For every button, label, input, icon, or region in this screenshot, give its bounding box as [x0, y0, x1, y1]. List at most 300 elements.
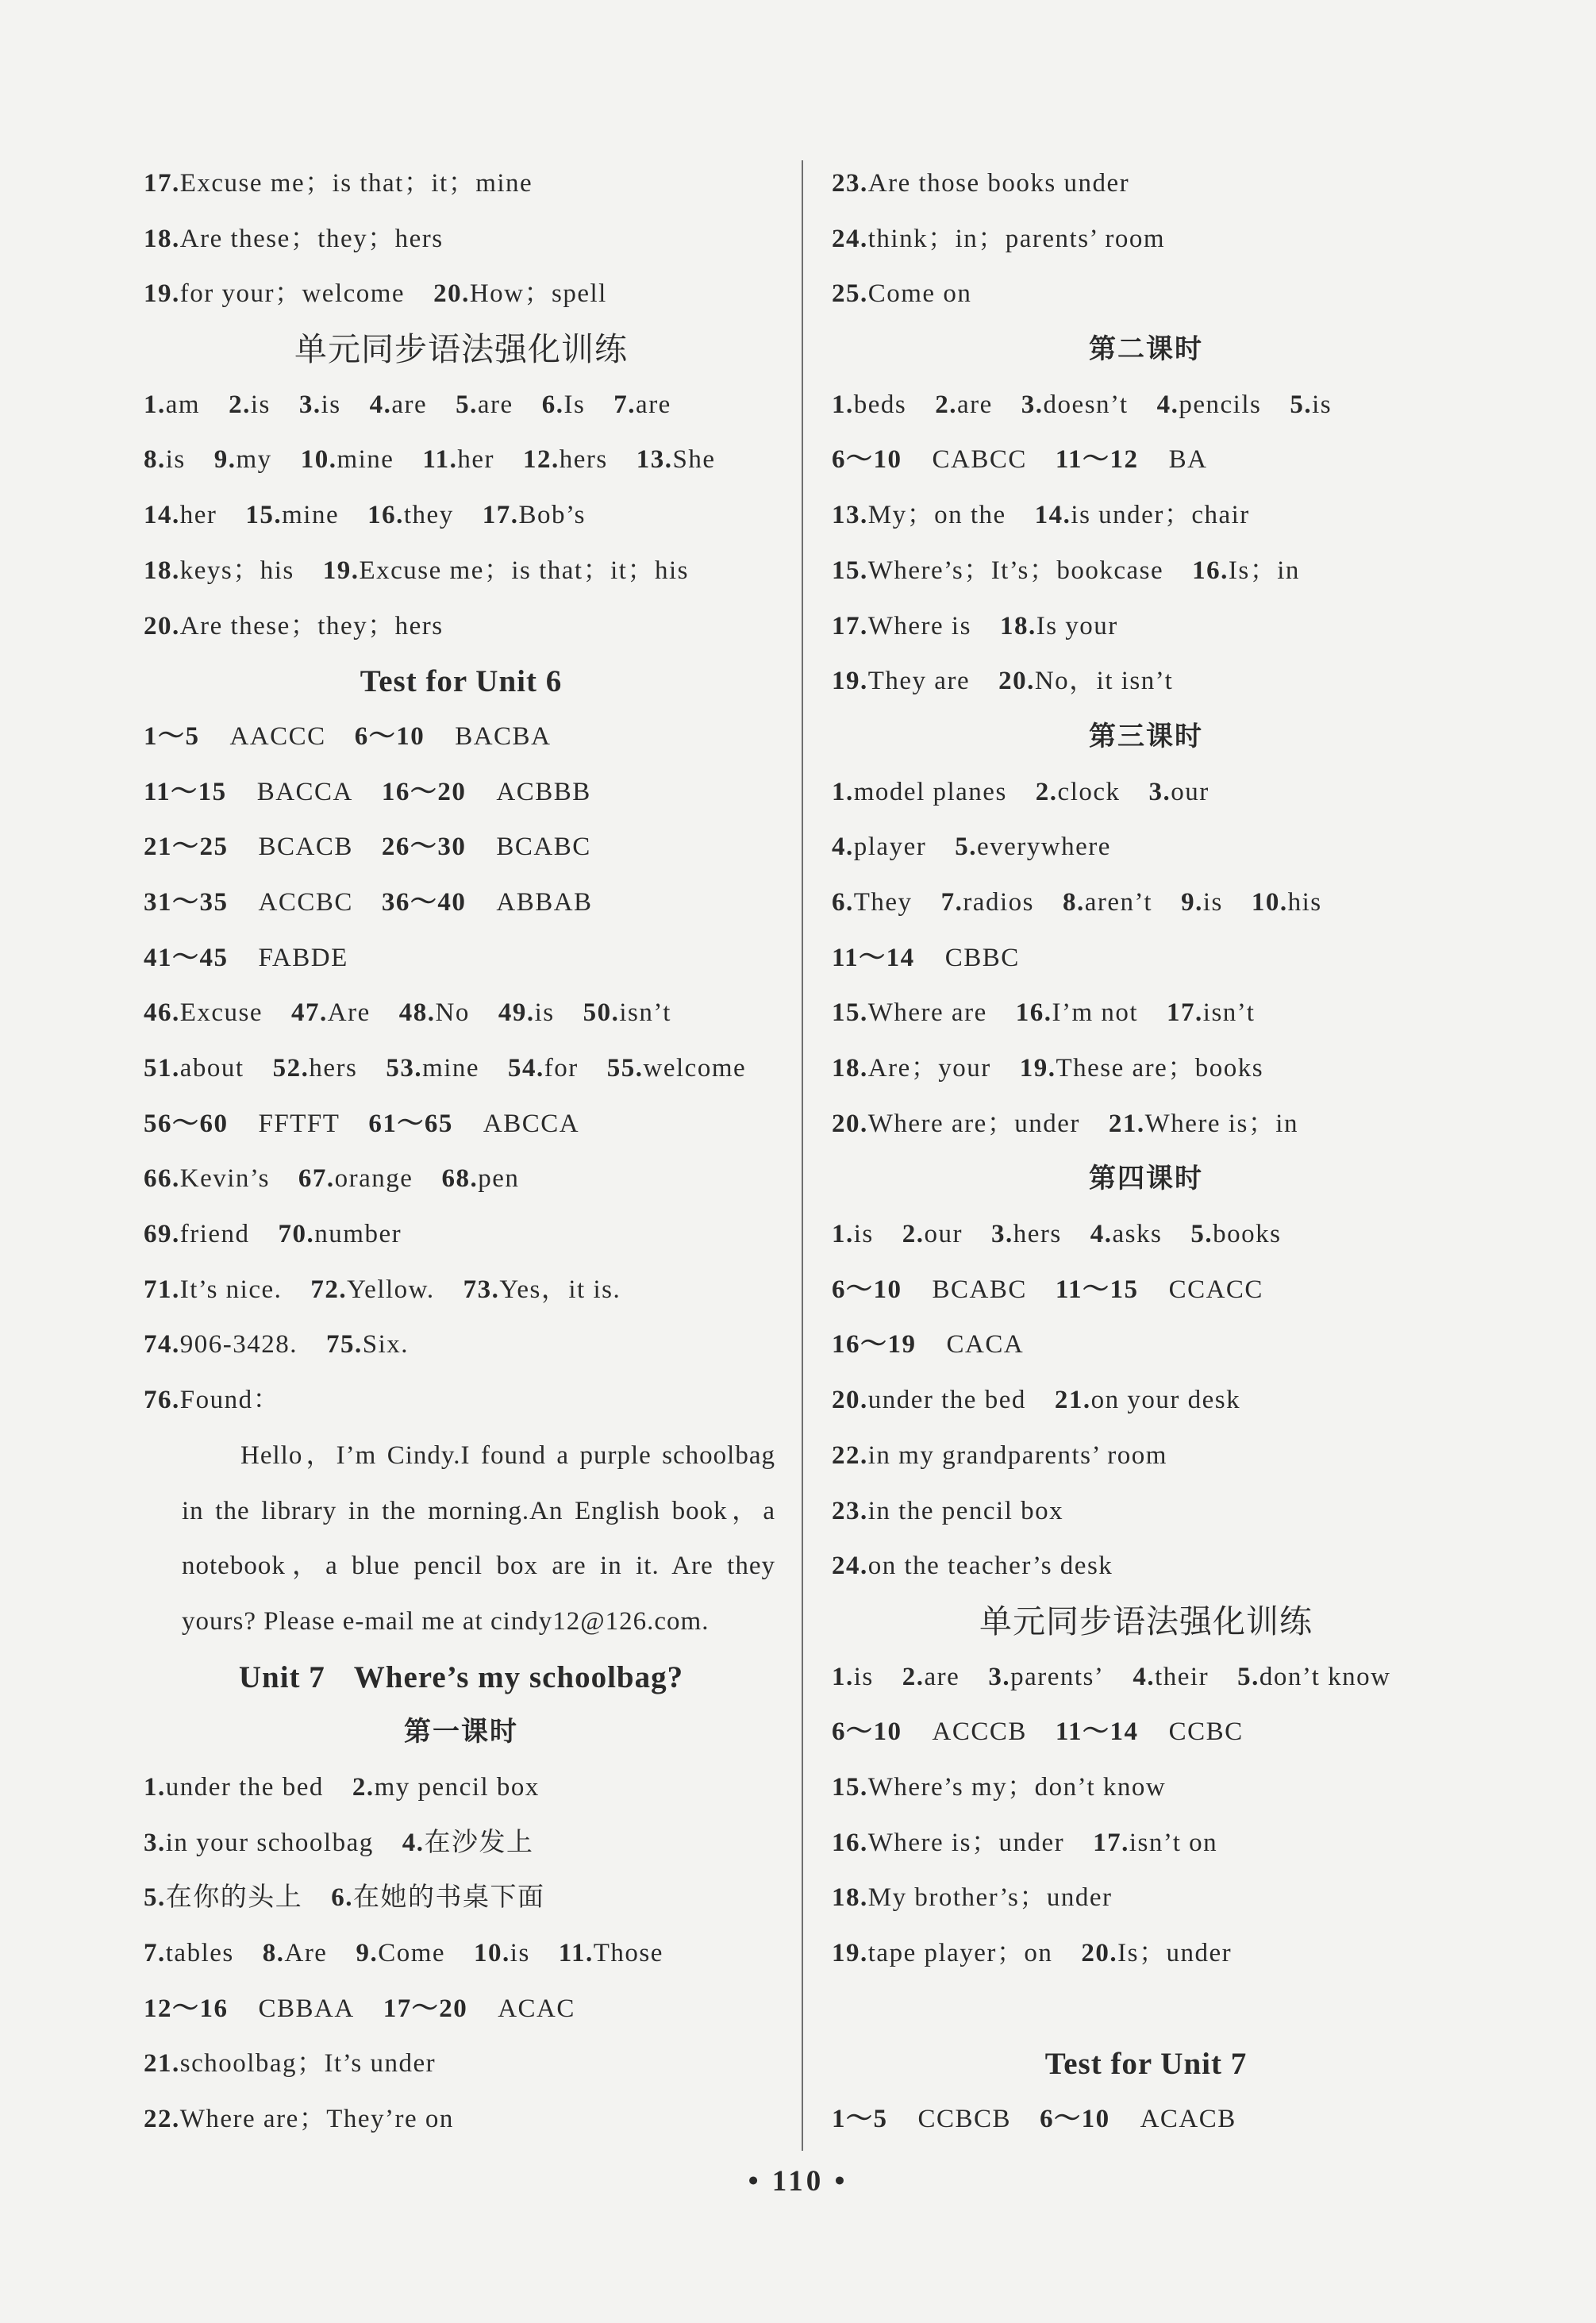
question-number: 5. [456, 390, 478, 419]
question-number: 16. [1015, 998, 1052, 1028]
answer-item [1036, 778, 1121, 806]
question-number: 11. [558, 1939, 594, 1967]
question-number: 22. [144, 2105, 180, 2134]
answer-item [941, 888, 1034, 917]
answer-item [613, 390, 671, 419]
answer-item [144, 944, 348, 972]
answer-item [229, 390, 271, 419]
answer-text: his [1287, 887, 1322, 917]
answer-text: BA [1168, 445, 1208, 475]
answer-text: Where is；under [867, 1828, 1065, 1857]
question-number: 5. [955, 833, 977, 862]
answer-text: her [179, 501, 217, 530]
answer-text: about [179, 1054, 244, 1083]
answer-line [832, 488, 1460, 544]
answer-text: are [957, 390, 993, 419]
answer-text: think；in；parents’ room [867, 224, 1165, 253]
question-number: 5. [1290, 390, 1313, 419]
answer-item [832, 612, 971, 640]
question-number: 49. [498, 998, 535, 1028]
question-number: 6. [331, 1883, 353, 1913]
answer-text: is [853, 1662, 874, 1691]
answer-item [144, 1994, 355, 2023]
answer-text: BACBA [455, 721, 552, 751]
question-number: 15. [245, 501, 283, 530]
answer-text: beds [853, 390, 907, 419]
answer-item [832, 1441, 1167, 1470]
answer-text: mine [337, 445, 394, 475]
question-number: 7. [144, 1939, 166, 1967]
answer-item [367, 501, 454, 529]
question-number: 61～65 [368, 1109, 453, 1138]
answer-item [456, 390, 513, 419]
question-number: 6. [541, 390, 564, 419]
answer-item [832, 1829, 1064, 1857]
answer-item [273, 1054, 358, 1083]
answer-text: pencils [1179, 390, 1262, 419]
answer-item [1020, 1054, 1263, 1083]
answer-item [291, 998, 371, 1027]
answer-item [832, 279, 971, 308]
answer-item [144, 722, 326, 751]
question-number: 15. [832, 556, 868, 585]
answer-item [832, 169, 1129, 198]
answer-text: They [853, 887, 913, 917]
question-number: 17. [144, 169, 180, 198]
answer-text: No [435, 998, 470, 1028]
answer-item [144, 833, 353, 861]
question-number: 18. [999, 611, 1036, 640]
question-number: 9. [213, 445, 237, 475]
question-number: 8. [144, 445, 166, 475]
answer-item [902, 1220, 963, 1248]
answer-line [144, 1982, 779, 2037]
answer-text: keys；his [179, 556, 294, 585]
question-number: 11. [422, 445, 458, 475]
answer-line [832, 1926, 1460, 1982]
answer-item [441, 1164, 519, 1193]
answer-line [832, 1539, 1460, 1594]
answer-block [832, 378, 1460, 710]
question-number: 20. [144, 611, 180, 640]
answer-text: No，it isn’t [1034, 667, 1174, 696]
answer-item [498, 998, 555, 1027]
right-column [832, 156, 1460, 2148]
question-number: 21. [1108, 1109, 1145, 1138]
answer-text: don’t know [1259, 1662, 1391, 1691]
answer-text: ACCBC [258, 887, 353, 917]
answer-text: Come [378, 1939, 446, 1967]
writing-passage [182, 1429, 775, 1650]
answer-item [310, 1275, 434, 1304]
question-number: 3. [298, 390, 321, 419]
answer-text: doesn’t [1043, 390, 1129, 419]
answer-text: BCABC [496, 833, 591, 862]
question-number: 16～19 [832, 1330, 917, 1360]
question-number: 1. [144, 1772, 166, 1802]
question-number: 10. [1251, 887, 1288, 917]
answer-item [1040, 2105, 1236, 2133]
answer-text: welcome [643, 1054, 747, 1083]
answer-line [832, 986, 1460, 1041]
question-number: 12～16 [144, 1994, 229, 2023]
answer-item [144, 1110, 340, 1138]
answer-text: FFTFT [258, 1109, 340, 1138]
question-number: 2. [902, 1662, 925, 1691]
answer-line [144, 765, 779, 821]
answer-text: is [165, 445, 186, 475]
answer-item [245, 501, 339, 529]
answer-text: CCBCB [917, 2105, 1012, 2134]
answer-item [902, 1663, 960, 1691]
answer-text: Is；in [1228, 556, 1300, 585]
answer-text: clock [1057, 777, 1121, 806]
answer-item [832, 1110, 1080, 1138]
question-number: 4. [1133, 1662, 1156, 1691]
answer-text: isn’t [619, 998, 671, 1028]
question-number: 1～5 [832, 2105, 888, 2134]
question-number: 17. [1093, 1828, 1129, 1857]
answer-text: model planes [853, 777, 1007, 806]
answer-text: friend [179, 1220, 250, 1249]
answer-item [355, 722, 552, 751]
question-number: 7. [940, 887, 963, 917]
answer-block [144, 710, 779, 1429]
question-number: 11～14 [1055, 1717, 1139, 1747]
answer-text: tape player；on [867, 1939, 1053, 1967]
answer-text: CABCC [932, 445, 1027, 475]
answer-item [1056, 1275, 1263, 1304]
answer-item [1021, 390, 1129, 419]
answer-item [832, 1773, 1166, 1802]
answer-item [955, 833, 1111, 861]
answer-item [399, 998, 470, 1027]
question-number: 1. [144, 390, 166, 419]
question-number: 9. [1181, 887, 1203, 917]
question-number: 5. [1190, 1220, 1213, 1249]
question-number: 1. [832, 777, 854, 806]
answer-item [636, 445, 716, 474]
answer-item [144, 1829, 374, 1857]
answer-line [144, 1263, 779, 1318]
question-number: 72. [310, 1275, 348, 1304]
answer-item [144, 1275, 282, 1304]
answer-item [323, 556, 689, 585]
answer-text: am [165, 390, 201, 419]
answer-item [832, 1717, 1027, 1746]
answer-item [144, 1773, 324, 1802]
answer-item [1181, 888, 1223, 917]
question-number: 70. [278, 1220, 315, 1249]
answer-item [144, 390, 200, 419]
question-number: 67. [298, 1164, 335, 1194]
answer-item [523, 445, 608, 474]
answer-text: our [924, 1220, 963, 1249]
answer-item [832, 1552, 1113, 1580]
answer-item [607, 1054, 746, 1083]
answer-line [832, 1263, 1460, 1318]
answer-item [1056, 445, 1208, 474]
answer-text: on the teacher’s desk [867, 1552, 1113, 1581]
question-number: 15. [832, 998, 868, 1028]
question-number: 21. [1054, 1386, 1091, 1415]
answer-text: BCACB [258, 833, 353, 862]
question-number: 19. [144, 279, 180, 309]
question-number: 11～15 [144, 777, 227, 806]
answer-text: in your schoolbag [165, 1828, 374, 1857]
answer-text: These are；books [1056, 1054, 1264, 1083]
answer-item [144, 2049, 436, 2078]
answer-text: our [1171, 777, 1209, 806]
answer-item [832, 1330, 1024, 1359]
question-number: 20. [1081, 1939, 1118, 1967]
answer-line [832, 1871, 1460, 1926]
answer-line [144, 433, 779, 488]
question-number: 25. [832, 279, 868, 309]
question-number: 53. [386, 1054, 423, 1083]
answer-text: in the pencil box [867, 1496, 1064, 1525]
answer-item [1016, 998, 1138, 1027]
answer-text: Found： [179, 1386, 281, 1415]
answer-item [832, 1883, 1113, 1912]
question-number: 11～15 [1055, 1275, 1139, 1304]
answer-line [144, 1871, 779, 1926]
test-heading: Test for Unit 6 [360, 664, 563, 699]
answer-line [832, 267, 1460, 322]
answer-text: BCABC [932, 1275, 1027, 1304]
answer-item [386, 1054, 479, 1083]
question-number: 8. [262, 1939, 285, 1967]
answer-text: everywhere [976, 833, 1111, 862]
answer-text: in my grandparents’ room [867, 1440, 1167, 1470]
question-number: 20. [433, 279, 470, 309]
answer-item [1133, 1663, 1209, 1691]
answer-line [144, 820, 779, 875]
answer-item [433, 279, 607, 308]
question-number: 24. [832, 1552, 868, 1581]
question-number: 1. [832, 1220, 854, 1249]
answer-item [382, 778, 591, 806]
answer-text: Where’s；It’s；bookcase [867, 556, 1164, 585]
answer-item [474, 1939, 530, 1967]
answer-line [832, 1097, 1460, 1152]
question-number: 18. [144, 224, 180, 253]
answer-line [144, 488, 779, 544]
question-number: 3. [1021, 390, 1044, 419]
answer-text: I’m not [1052, 998, 1139, 1028]
section-heading: 单元同步语法强化训练 [294, 330, 628, 369]
answer-item [144, 612, 444, 640]
answer-block [832, 156, 1460, 322]
answer-item [832, 998, 987, 1027]
answer-text: is [1312, 390, 1333, 419]
answer-text: ACACB [1140, 2105, 1236, 2134]
answer-line [144, 1207, 779, 1263]
question-number: 69. [144, 1220, 180, 1249]
answer-text: Where are [867, 998, 987, 1028]
answer-line [832, 654, 1460, 710]
answer-item [144, 1054, 244, 1083]
answer-line [144, 267, 779, 322]
answer-item [832, 1054, 991, 1083]
answer-line [832, 931, 1460, 987]
answer-item [1190, 1220, 1281, 1248]
answer-text: Is [563, 390, 586, 419]
answer-line [144, 1760, 779, 1816]
question-number: 19. [832, 667, 868, 696]
answer-line [832, 212, 1460, 267]
question-number: 47. [291, 998, 328, 1028]
answer-line [832, 1429, 1460, 1484]
answer-item [298, 1164, 413, 1193]
answer-line [832, 1760, 1460, 1816]
answer-line [144, 378, 779, 433]
answer-item [214, 445, 272, 474]
answer-text: They are [867, 667, 971, 696]
answer-line [144, 710, 779, 765]
question-number: 11～12 [1055, 445, 1139, 475]
answer-text: CCBC [1168, 1717, 1244, 1747]
question-number: 17. [1167, 998, 1203, 1028]
answer-item [1167, 998, 1255, 1027]
blank-space [832, 1982, 1460, 2037]
answer-text: mine [422, 1054, 480, 1083]
answer-line [144, 1152, 779, 1207]
question-number: 2. [229, 390, 251, 419]
answer-text: is [321, 390, 341, 419]
answer-line [832, 378, 1460, 433]
answer-text: BACCA [256, 777, 353, 806]
answer-text: under the bed [867, 1386, 1026, 1415]
answer-item [383, 1994, 575, 2023]
answer-text: radios [963, 887, 1034, 917]
answer-item [1055, 1386, 1240, 1414]
answer-text: FABDE [258, 943, 348, 972]
question-number: 66. [144, 1164, 180, 1194]
question-number: 9. [356, 1939, 379, 1967]
question-number: 21～25 [144, 833, 229, 862]
answer-text: player [853, 833, 927, 862]
answer-text: number [314, 1220, 402, 1249]
answer-line [144, 2036, 779, 2092]
answer-item [422, 445, 494, 474]
question-number: 48. [398, 998, 436, 1028]
lesson-heading: 第一课时 [404, 1716, 518, 1748]
answer-text: 在她的书桌下面 [353, 1883, 545, 1913]
answer-text: Excuse [179, 998, 263, 1028]
question-number: 11～14 [832, 943, 915, 972]
answer-item [1081, 1939, 1232, 1967]
answer-text: orange [334, 1164, 413, 1194]
unit-number: Unit 7 [238, 1660, 325, 1694]
question-number: 22. [832, 1440, 868, 1470]
answer-line [144, 931, 779, 987]
answer-line [144, 1317, 779, 1373]
answer-item [832, 556, 1163, 585]
answer-item [508, 1054, 579, 1083]
question-number: 7. [613, 390, 636, 419]
answer-text: books [1213, 1220, 1282, 1249]
answer-text: aren’t [1084, 887, 1153, 917]
question-number: 16. [832, 1828, 868, 1857]
question-number: 14. [144, 501, 180, 530]
answer-item [382, 888, 593, 917]
answer-text: AACCC [229, 721, 326, 751]
answer-text: Come on [867, 279, 972, 309]
answer-text: Are [327, 998, 371, 1028]
answer-item [279, 1220, 402, 1248]
answer-item [144, 2105, 454, 2133]
question-number: 2. [902, 1220, 925, 1249]
answer-text: Excuse me；is that；it；his [359, 556, 689, 585]
answer-item [144, 1330, 298, 1359]
answer-text: ABCCA [483, 1109, 580, 1138]
question-number: 4. [1090, 1220, 1113, 1249]
answer-line [832, 433, 1460, 488]
answer-line [832, 544, 1460, 599]
question-number: 17. [482, 501, 519, 530]
answer-block [144, 378, 779, 654]
answer-item [832, 944, 1020, 972]
answer-text: pen [478, 1164, 520, 1194]
answer-text: ACBBB [496, 777, 591, 806]
answer-item [144, 998, 263, 1027]
question-number: 24. [832, 224, 868, 253]
answer-block [144, 156, 779, 322]
question-number: 3. [988, 1662, 1011, 1691]
answer-line [832, 1041, 1460, 1097]
answer-text: her [457, 445, 494, 475]
question-number: 20. [832, 1109, 868, 1138]
answer-line [144, 986, 779, 1041]
question-number: 1～5 [144, 721, 200, 751]
question-number: 3. [991, 1220, 1013, 1249]
answer-item [1290, 390, 1332, 419]
answer-item [832, 390, 906, 419]
question-number: 16～20 [381, 777, 467, 806]
question-number: 16. [367, 501, 404, 530]
question-number: 52. [272, 1054, 310, 1083]
answer-item [832, 225, 1165, 253]
question-number: 10. [300, 445, 337, 475]
answer-text: Where are；They’re on [179, 2105, 454, 2134]
question-number: 74. [144, 1330, 180, 1360]
question-number: 13. [636, 445, 673, 475]
answer-text: hers [559, 445, 608, 475]
question-number: 6～10 [832, 1717, 902, 1747]
question-number: 76. [144, 1386, 180, 1415]
question-number: 6～10 [354, 721, 425, 751]
answer-text: 在沙发上 [424, 1828, 534, 1857]
answer-block [832, 1650, 1460, 1982]
answer-item [144, 556, 294, 585]
answer-text: under the bed [165, 1772, 324, 1802]
answer-block [832, 2092, 1460, 2148]
passage-line: yours? Please e-mail me at cindy12@126.com. [182, 1606, 710, 1636]
answer-item [1090, 1220, 1163, 1248]
question-number: 16. [1192, 556, 1229, 585]
answer-item [144, 225, 444, 253]
left-column [144, 156, 779, 2148]
answer-item [263, 1939, 328, 1967]
answer-text: Where is；in [1144, 1109, 1298, 1138]
answer-text: 906-3428. [179, 1330, 298, 1360]
answer-item [1000, 612, 1118, 640]
question-number: 10. [474, 1939, 510, 1967]
answer-line [144, 1816, 779, 1871]
question-number: 6～10 [832, 1275, 902, 1304]
answer-item [832, 501, 1006, 529]
